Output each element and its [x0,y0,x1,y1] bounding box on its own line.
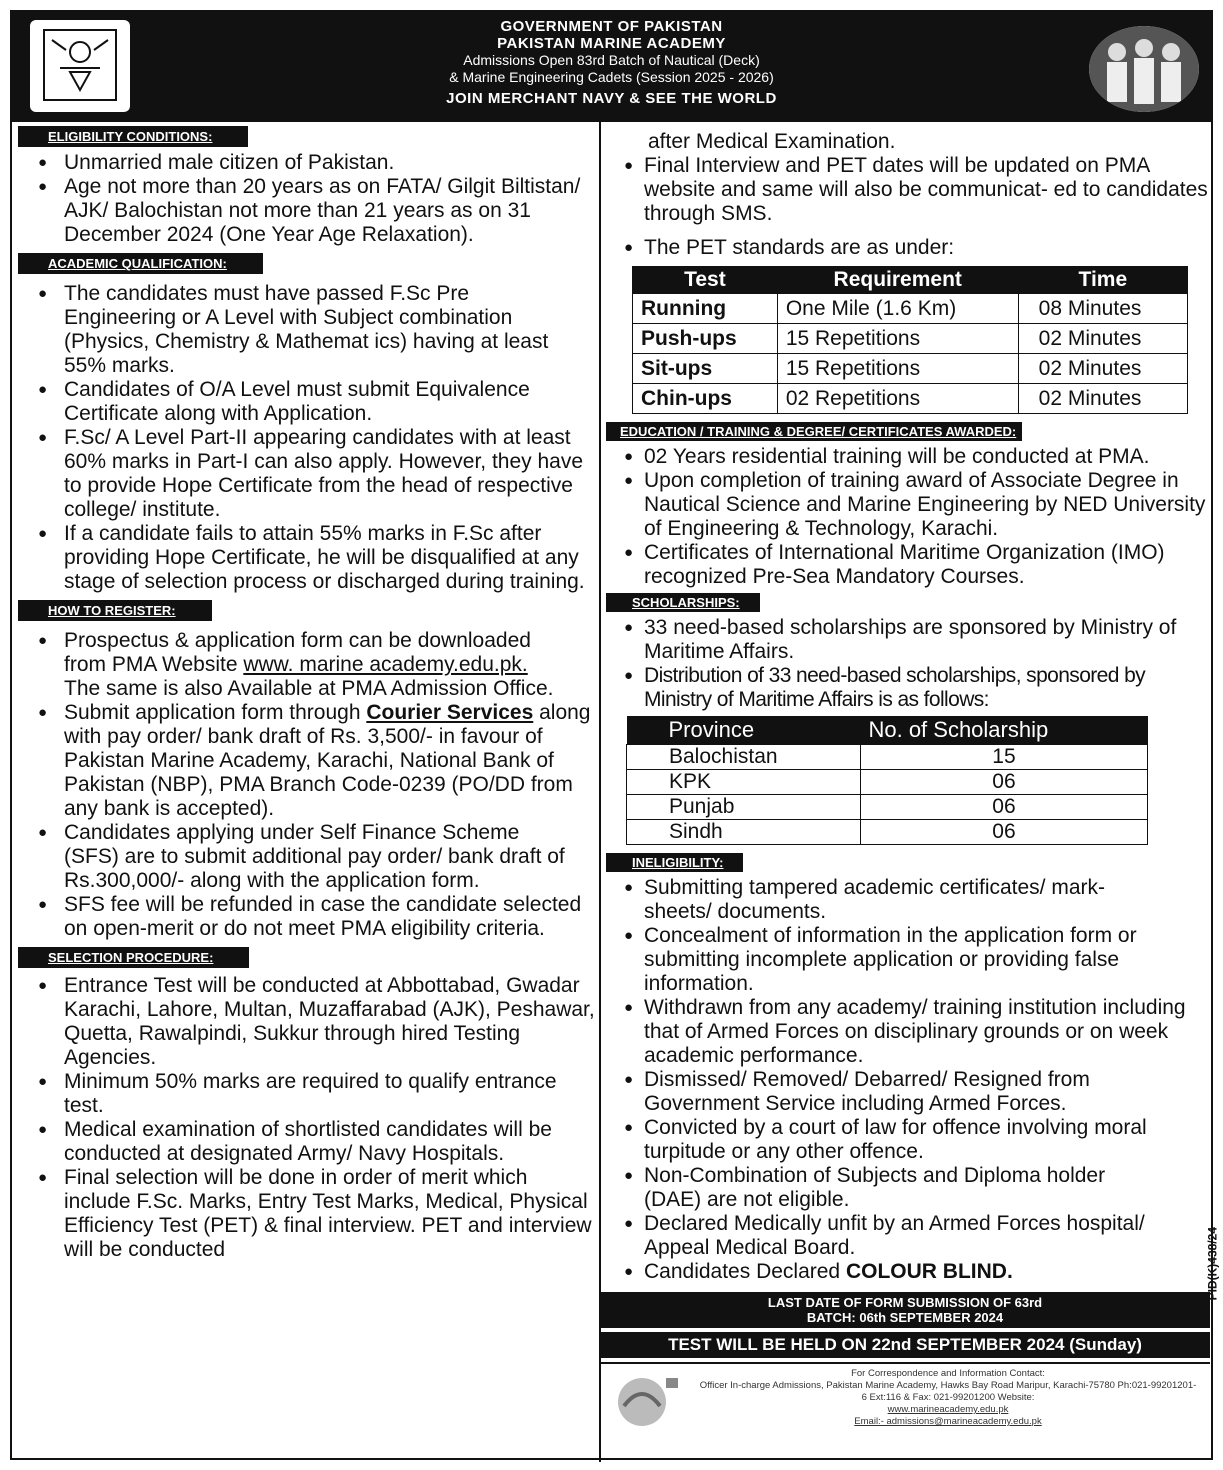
cell: 15 Repetitions [777,354,1018,384]
list-item [602,1260,1210,1284]
cell: 02 Minutes [1018,384,1187,414]
cell: 02 Minutes [1018,354,1187,384]
selection-list-2 [602,154,1210,260]
cadets-photo-icon [1089,26,1199,112]
list-item: ● Certificates of International Maritime Organization (IMO) recognized Pre-Sea Mandatory Courses. [602,541,1210,589]
contact-line: For Correspondence and Information Contact: [851,1368,1045,1379]
list-item: ● Upon completion of training award of Associate Degree in Nautical Science and Marine Engineering by NED University of Engineering & Technology, Karachi. [602,469,1210,541]
advertisement-page [10,10,1219,1460]
header-cell: No. of Scholarship [860,716,1147,745]
scholarships-heading: SCHOLARSHIPS: [606,593,760,612]
text: Prospectus & application form can be downloaded from PMA Website [64,629,531,676]
list-item: ● The PET standards are as under: [602,236,1210,260]
cell: 15 Repetitions [777,324,1018,354]
list-item: ● Non-Combination of Subjects and Diploma holder (DAE) are not eligible. [602,1164,1210,1212]
education-list [602,445,1210,589]
list-item: ● Dismissed/ Removed/ Debarred/ Resigned from Government Service including Armed Forces. [602,1068,1210,1116]
cell: Sindh [627,820,861,845]
selection-list [18,974,598,1262]
contact-email[interactable]: Email:- admissions@marineacademy.edu.pk [854,1416,1042,1427]
list-item: ● Concealment of information in the application form or submitting incomplete application or providing false information. [602,924,1210,996]
table-row [627,795,1148,820]
academy-title: PAKISTAN MARINE ACADEMY [497,35,726,52]
list-item: ● Minimum 50% marks are required to qualify entrance test. [18,1070,598,1118]
last-date-line-1: LAST DATE OF FORM SUBMISSION OF 63rd [767,1295,1043,1310]
list-item: ● Age not more than 20 years as on FATA/ Gilgit Biltistan/ AJK/ Balochistan not more than 21 years as on 31 December 2024 (One Year Age Relaxation). [18,175,598,247]
text: Submit application form through [64,701,367,724]
list-item: ● Candidates of O/A Level must submit Equivalence Certificate along with Application. [18,378,598,426]
list-item: ● SFS fee will be refunded in case the candidate selected on open-merit or do not meet PMA eligibility criteria. [18,893,598,941]
column-divider [599,122,601,1462]
cell: 15 [860,745,1147,770]
colour-blind: COLOUR BLIND. [845,1260,1013,1283]
register-heading: HOW TO REGISTER: [18,600,212,621]
table-row [633,384,1188,414]
table-row [627,770,1148,795]
table-header-row [633,267,1188,294]
selection-heading: SELECTION PROCEDURE: [18,947,249,968]
list-item: ● The candidates must have passed F.Sc Pre Engineering or A Level with Subject combination (Physics, Chemistry & Mathemat ics) having at least 55% marks. [18,282,598,378]
cell: KPK [627,770,861,795]
list-item [18,629,598,701]
slogan: JOIN MERCHANT NAVY & SEE THE WORLD [446,90,777,107]
right-column [602,124,1210,1438]
cell: 02 Repetitions [777,384,1018,414]
list-item: ● If a candidate fails to attain 55% marks in F.Sc after providing Hope Certificate, he will be disqualified at any stage of selection process or discharged during training. [18,522,598,594]
cell: 02 Minutes [1018,324,1187,354]
list-item: ● Unmarried male citizen of Pakistan. [18,151,598,175]
website-link[interactable]: www. marine academy.edu.pk. [243,653,528,676]
campaign-logo-icon [612,1372,682,1430]
scholarship-table [626,716,1148,845]
cell: 06 [860,820,1147,845]
cell: 08 Minutes [1018,294,1187,324]
eligibility-heading: ELIGIBILITY CONDITIONS: [18,126,248,147]
eligibility-list [18,151,598,247]
cell: Balochistan [627,745,861,770]
academic-list [18,282,598,594]
govt-title: GOVERNMENT OF PAKISTAN [500,18,723,35]
register-list [18,629,598,941]
list-item: ● Convicted by a court of law for offence involving moral turpitude or any other offence. [602,1116,1210,1164]
pet-table [632,266,1188,414]
ineligibility-list [602,876,1210,1284]
education-heading: EDUCATION / TRAINING & DEGREE/ CERTIFICATES AWARDED: [606,422,1022,441]
cell: Push-ups [633,324,778,354]
list-item: ● Candidates applying under Self Finance Scheme (SFS) are to submit additional pay order/ bank draft of Rs.300,000/- along with the application form. [18,821,598,893]
ineligibility-heading: INELIGIBILITY: [606,853,743,872]
admission-line-2: & Marine Engineering Cadets (Session 2025 - 2026) [449,69,774,85]
table-row [627,745,1148,770]
table-row [633,324,1188,354]
cell: One Mile (1.6 Km) [777,294,1018,324]
table-header-row [627,716,1148,745]
table-row [633,354,1188,384]
list-item: ● Submitting tampered academic certificates/ mark- sheets/ documents. [602,876,1210,924]
header-cell: Requirement [777,267,1018,294]
cell: Running [633,294,778,324]
text: The same is also Available at PMA Admission Office. [64,677,554,700]
cell: Chin-ups [633,384,778,414]
list-item: ● Declared Medically unfit by an Armed Forces hospital/ Appeal Medical Board. [602,1212,1210,1260]
emblem-icon [30,20,130,112]
list-item: ● F.Sc/ A Level Part-II appearing candidates with at least 60% marks in Part-I can also apply. However, they have to provide Hope Certificate from the head of respective college/ institute. [18,426,598,522]
contact-website[interactable]: www.marineacademy.edu.pk [887,1404,1009,1415]
pid-code: PID(K)438/24 [1205,1227,1219,1301]
courier-services: Courier Services [366,701,534,724]
list-item: ● Medical examination of shortlisted candidates will be conducted at designated Army/ Navy Hospitals. [18,1118,598,1166]
list-item: ● Entrance Test will be conducted at Abbottabad, Gwadar Karachi, Lahore, Multan, Muzaffarabad (AJK), Peshawar, Quetta, Rawalpindi, Sukkur through hired Testing Agencies. [18,974,598,1070]
list-item: ● Distribution of 33 need-based scholarships, sponsored by Ministry of Maritime Affairs is as follows: [602,664,1210,712]
list-item: ● Final selection will be done in order of merit which include F.Sc. Marks, Entry Test Marks, Medical, Physical Efficiency Test (PET) & final interview. PET and interview will be conducted [18,1166,598,1262]
academic-heading: ACADEMIC QUALIFICATION: [18,253,263,274]
scholarships-list [602,616,1210,712]
cell: Sit-ups [633,354,778,384]
last-date-banner [600,1292,1210,1328]
left-column [18,124,598,1262]
list-item: ● Final Interview and PET dates will be updated on PMA website and same will also be communicat- ed to candidates through SMS. [602,154,1210,226]
header [12,12,1211,122]
admission-line-1: Admissions Open 83rd Batch of Nautical (Deck) [463,52,760,68]
last-date-line-2: BATCH: 06th SEPTEMBER 2024 [806,1310,1004,1325]
contact-box [600,1362,1210,1438]
header-cell: Province [627,716,861,745]
table-row [633,294,1188,324]
text: Candidates Declared [644,1260,846,1283]
table-row [627,820,1148,845]
cell: 06 [860,795,1147,820]
list-item: ● 33 need-based scholarships are sponsored by Ministry of Maritime Affairs. [602,616,1210,664]
selection-continued: after Medical Examination. [648,130,896,153]
cell: Punjab [627,795,861,820]
list-item [18,701,598,821]
header-cell: Time [1018,267,1187,294]
header-cell: Test [633,267,778,294]
cell: 06 [860,770,1147,795]
contact-text [698,1368,1198,1428]
text: along with pay order/ bank draft of Rs. 3,500/- in favour of Pakistan Marine Academy, Karachi, National Bank of Pakistan (NBP), PMA Branch Code-0239 (PO/DD from any bank is accepted). [64,701,591,820]
contact-line: Officer In-charge Admissions, Pakistan Marine Academy, Hawks Bay Road Maripur, Karachi-75780 Ph:021-99201201-6 Ext:116 & Fax: 021-99201200 Website: [699,1380,1197,1403]
list-item: ● 02 Years residential training will be conducted at PMA. [602,445,1210,469]
list-item: ● Withdrawn from any academy/ training institution including that of Armed Forces on disciplinary grounds or on week academic performance. [602,996,1210,1068]
test-date-banner: TEST WILL BE HELD ON 22nd SEPTEMBER 2024 (Sunday) [600,1332,1210,1358]
